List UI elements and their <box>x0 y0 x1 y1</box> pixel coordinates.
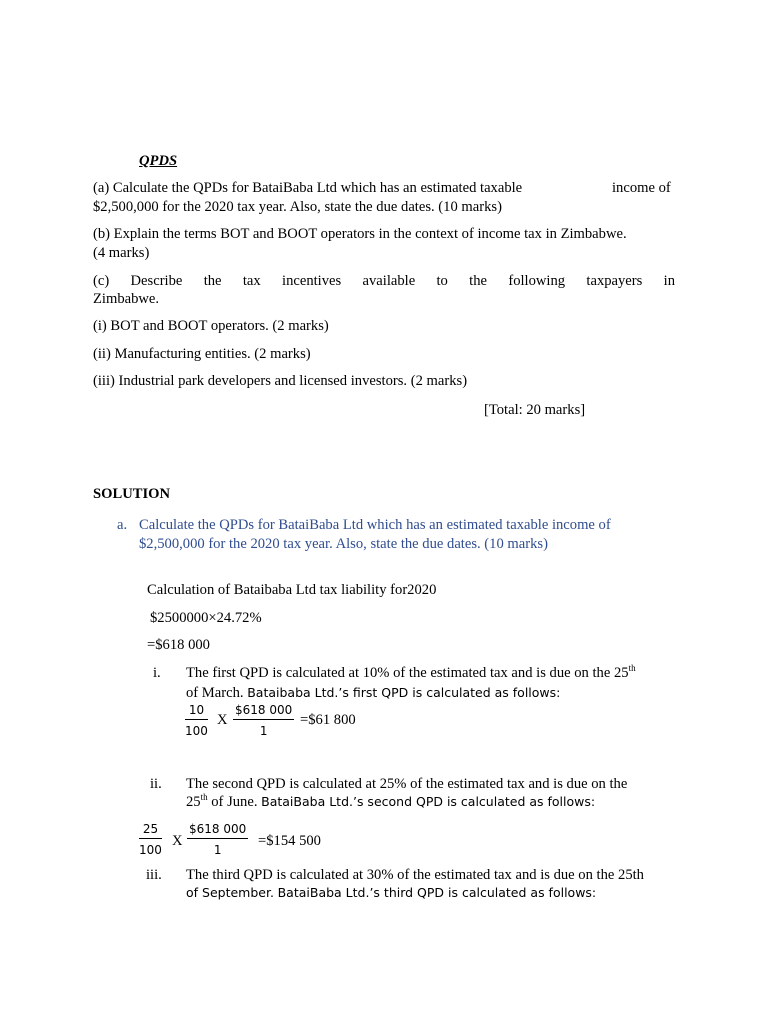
item-i-frac2-denominator: 1 <box>259 724 268 738</box>
item-i-marker: i. <box>153 665 161 681</box>
item-i-line1-sup: th <box>628 663 636 673</box>
item-i-line1 <box>186 665 636 682</box>
item-ii-times: X <box>172 833 183 849</box>
item-i-result: =$61 800 <box>300 712 356 728</box>
item-iii-line2-month: of September. <box>186 885 274 900</box>
item-iii-marker: iii. <box>146 867 162 883</box>
item-i-fraction-1 <box>185 703 208 738</box>
item-ii-line2-month: of June. <box>207 794 258 810</box>
page-heading: QPDS <box>139 153 178 169</box>
item-ii-marker: ii. <box>150 776 162 792</box>
item-ii-frac2-denominator: 1 <box>213 843 222 857</box>
solution-heading: SOLUTION <box>93 486 171 502</box>
question-c-i: (i) BOT and BOOT operators. (2 marks) <box>93 318 329 334</box>
item-ii-frac2-numerator: $618 000 <box>189 822 247 836</box>
item-ii-frac1-denominator: 100 <box>139 843 162 857</box>
question-total: [Total: 20 marks] <box>484 402 586 418</box>
question-a-line2: $2,500,000 for the 2020 tax year. Also, state the due dates. (10 marks) <box>93 199 502 215</box>
item-ii-line2-day: 25 <box>186 794 201 810</box>
question-b-line1: (b) Explain the terms BOT and BOOT operators in the context of income tax in Zimbabwe. <box>93 226 627 242</box>
item-ii-line1: The second QPD is calculated at 25% of the estimated tax and is due on the <box>186 776 628 792</box>
question-a-line1-right: income of <box>612 180 671 196</box>
item-i-frac2-numerator: $618 000 <box>235 703 293 717</box>
item-ii-line2 <box>186 794 595 811</box>
calc-result: =$618 000 <box>147 637 210 653</box>
calc-title: Calculation of Bataibaba Ltd tax liability for2020 <box>147 582 437 598</box>
item-iii-line2 <box>186 885 596 902</box>
item-ii-line2-text: BataiBaba Ltd.’s second QPD is calculated as follows: <box>261 794 596 809</box>
item-ii-fraction-1 <box>139 822 162 857</box>
question-b-line2: (4 marks) <box>93 245 150 261</box>
solution-a-marker: a. <box>117 517 128 533</box>
item-ii-line2-sup: th <box>200 792 208 802</box>
item-i-line1-text: The first QPD is calculated at 10% of the estimated tax and is due on the 25 <box>186 665 629 681</box>
calc-expression: $2500000×24.72% <box>150 610 262 626</box>
item-i-frac1-denominator: 100 <box>185 724 208 738</box>
question-c-iii: (iii) Industrial park developers and licensed investors. (2 marks) <box>93 373 468 389</box>
item-i-line2 <box>186 685 560 702</box>
item-i-times: X <box>217 712 228 728</box>
item-ii-fraction-2 <box>187 822 248 857</box>
item-ii-frac1-numerator: 25 <box>142 822 159 836</box>
item-i-line2-month: of March. <box>186 685 244 701</box>
item-i-line2-text: Bataibaba Ltd.’s first QPD is calculated as follows: <box>247 685 561 700</box>
item-iii-line1: The third QPD is calculated at 30% of the estimated tax and is due on the 25th <box>186 867 644 883</box>
item-ii-result: =$154 500 <box>258 833 321 849</box>
solution-a-line2: $2,500,000 for the 2020 tax year. Also, state the due dates. (10 marks) <box>139 536 548 552</box>
question-c-ii: (ii) Manufacturing entities. (2 marks) <box>93 346 311 362</box>
item-i-frac1-numerator: 10 <box>188 703 205 717</box>
solution-a-line1: Calculate the QPDs for BataiBaba Ltd which has an estimated taxable income of <box>139 517 611 533</box>
question-c-line2: Zimbabwe. <box>93 291 160 307</box>
question-c-line1: (c) Describe the tax incentives available to the following taxpayers in <box>93 273 675 289</box>
item-i-fraction-2 <box>233 703 294 738</box>
question-a-line1-left: (a) Calculate the QPDs for BataiBaba Ltd which has an estimated taxable <box>93 180 523 196</box>
item-iii-line2-text: BataiBaba Ltd.’s third QPD is calculated as follows: <box>277 885 597 900</box>
